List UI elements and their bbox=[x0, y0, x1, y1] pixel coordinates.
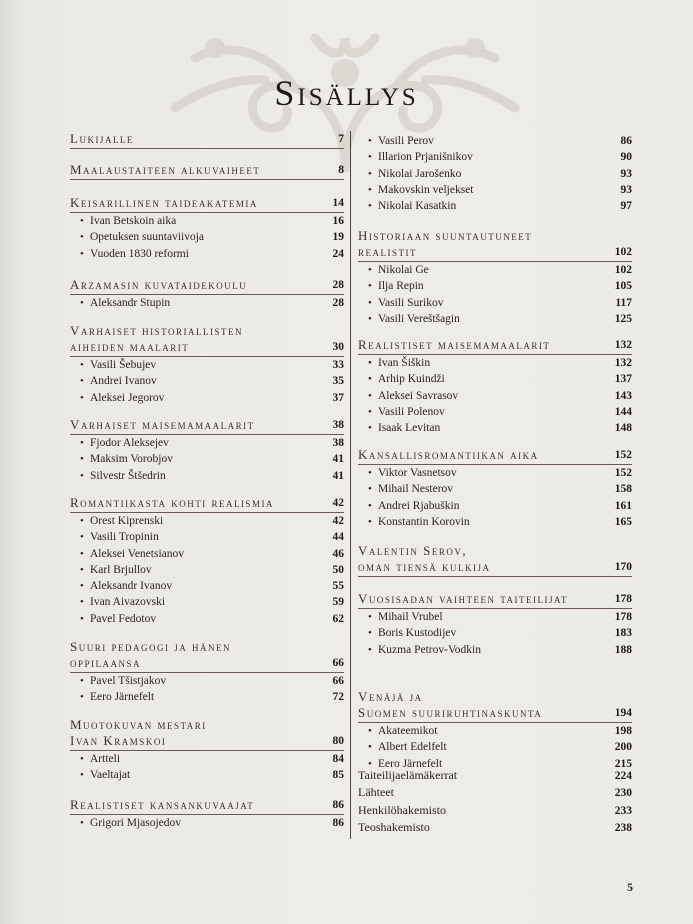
toc-entry-page: 24 bbox=[332, 247, 344, 260]
section-heading bbox=[70, 639, 344, 671]
toc-section bbox=[70, 639, 344, 706]
back-matter-page: 238 bbox=[614, 821, 632, 834]
toc-entry-label: • Aleksandr Stupin bbox=[90, 297, 171, 309]
toc-entry-label: • Karl Brjullov bbox=[90, 563, 152, 576]
section-heading bbox=[70, 323, 344, 355]
toc-entry bbox=[358, 481, 632, 497]
toc-entry-label: • Artteli bbox=[90, 753, 121, 765]
toc-entry-label: • Ilja Repin bbox=[378, 280, 424, 293]
toc-entry bbox=[70, 611, 344, 627]
toc-entry-page: 66 bbox=[332, 675, 344, 687]
section-heading-line: Varhaiset maisemamaalarit bbox=[70, 417, 255, 432]
toc-entry-page: 97 bbox=[620, 200, 632, 213]
section-page-number: 42 bbox=[332, 497, 344, 509]
section-heading-text bbox=[358, 591, 568, 607]
toc-entry-page: 86 bbox=[332, 817, 344, 829]
toc-entry-page: 144 bbox=[614, 405, 632, 418]
section-heading-text bbox=[70, 639, 231, 671]
toc-entry bbox=[70, 229, 344, 245]
toc-entry-label: • Boris Kustodijev bbox=[378, 627, 457, 640]
section-heading bbox=[358, 543, 632, 575]
section-heading-text bbox=[70, 131, 134, 147]
toc-entry-page: 158 bbox=[614, 483, 632, 496]
section-page-number: 66 bbox=[332, 657, 344, 669]
toc-entry-label: • Nikolai Jarošenko bbox=[378, 167, 462, 180]
section-heading bbox=[358, 689, 632, 721]
toc-entry bbox=[358, 404, 632, 420]
toc-entry-label: • Vasili Vereštšagin bbox=[378, 312, 460, 325]
section-page-number: 178 bbox=[614, 593, 632, 605]
toc-entry bbox=[358, 198, 632, 214]
toc-entry-label: • Mihail Vrubel bbox=[378, 611, 443, 623]
section-heading-line: oppilaansa bbox=[70, 655, 142, 670]
toc-section bbox=[70, 495, 344, 627]
section-rule bbox=[70, 179, 344, 180]
toc-entry-label: • Grigori Mjasojedov bbox=[90, 817, 182, 829]
toc-entry bbox=[358, 739, 632, 755]
section-page-number: 7 bbox=[338, 133, 344, 145]
toc-section bbox=[70, 131, 344, 149]
toc-section bbox=[70, 277, 344, 311]
section-page-number: 170 bbox=[614, 561, 632, 573]
toc-entry-page: 200 bbox=[614, 741, 632, 754]
toc-entry-label: • Vasili Polenov bbox=[378, 405, 445, 418]
section-page-number: 14 bbox=[332, 197, 344, 209]
section-heading-line: Valentin Serov, bbox=[358, 543, 468, 558]
toc-entry bbox=[358, 262, 632, 278]
toc-entry-label: • Aleksei Venetsianov bbox=[90, 547, 185, 560]
toc-entry-page: 19 bbox=[332, 231, 344, 244]
section-heading bbox=[70, 195, 344, 211]
back-matter-label: Lähteet bbox=[358, 785, 394, 800]
section-heading-line: Muotokuvan mestari bbox=[70, 717, 207, 732]
toc-entry-page: 41 bbox=[332, 453, 344, 466]
toc-section bbox=[70, 797, 344, 831]
section-heading bbox=[358, 228, 632, 260]
toc-entry bbox=[358, 723, 632, 739]
section-heading-line: Realistiset maisemamaalarit bbox=[358, 337, 551, 352]
toc-entry-label: • Aleksei Savrasov bbox=[378, 389, 459, 402]
back-matter-page: 233 bbox=[614, 804, 632, 817]
column-divider bbox=[350, 131, 351, 839]
toc-entry-page: 132 bbox=[614, 357, 632, 369]
section-rule bbox=[70, 148, 344, 149]
toc-entry-page: 72 bbox=[332, 691, 344, 704]
toc-entry-page: 59 bbox=[332, 596, 344, 609]
section-heading-line: Suuri pedagogi ja hänen bbox=[70, 639, 231, 654]
toc-entry-label: • Akateemikot bbox=[378, 725, 438, 737]
section-heading-line: Maalaustaiteen alkuvaiheet bbox=[70, 162, 261, 177]
toc-section bbox=[70, 717, 344, 784]
toc-entry bbox=[358, 420, 632, 436]
toc-entry bbox=[70, 562, 344, 578]
back-matter-entry bbox=[358, 784, 632, 801]
toc-entry-label: • Mihail Nesterov bbox=[378, 483, 454, 496]
toc-entry-page: 125 bbox=[614, 312, 632, 325]
section-page-number: 132 bbox=[614, 339, 632, 351]
section-heading-text bbox=[358, 228, 532, 260]
page-number: 5 bbox=[627, 880, 633, 894]
section-heading bbox=[70, 797, 344, 813]
toc-entry-page: 38 bbox=[332, 437, 344, 449]
back-matter-label: Henkilöhakemisto bbox=[358, 802, 446, 817]
toc-entry-page: 188 bbox=[614, 643, 632, 656]
toc-entry-label: • Nikolai Ge bbox=[378, 264, 429, 276]
section-heading-line: oman tiensä kulkija bbox=[358, 559, 491, 574]
toc-entry bbox=[358, 465, 632, 481]
back-matter-page: 224 bbox=[614, 770, 632, 782]
section-heading-line: Ivan Kramskoi bbox=[70, 733, 167, 748]
toc-entry bbox=[358, 149, 632, 165]
section-page-number: 30 bbox=[332, 341, 344, 353]
section-heading-text bbox=[358, 447, 539, 463]
toc-entry-page: 85 bbox=[332, 769, 344, 782]
toc-entry bbox=[358, 278, 632, 294]
section-heading-text bbox=[358, 689, 542, 721]
toc-entry-label: • Vuoden 1830 reformi bbox=[90, 247, 189, 260]
toc-entry-page: 152 bbox=[614, 467, 632, 479]
toc-section bbox=[358, 337, 632, 436]
section-heading bbox=[358, 337, 632, 353]
toc-entry-page: 42 bbox=[332, 515, 344, 527]
toc-section bbox=[358, 228, 632, 327]
toc-entry-label: • Aleksandr Ivanov bbox=[90, 580, 173, 593]
toc-entry bbox=[358, 371, 632, 387]
section-heading bbox=[358, 591, 632, 607]
toc-section bbox=[358, 543, 632, 577]
toc-entry-page: 62 bbox=[332, 612, 344, 625]
section-heading-text bbox=[70, 323, 243, 355]
toc-entry-label: • Viktor Vasnetsov bbox=[378, 467, 457, 479]
section-heading-line: Arzamasin kuvataidekoulu bbox=[70, 277, 248, 292]
toc-section bbox=[70, 323, 344, 406]
toc-entry-page: 137 bbox=[614, 373, 632, 386]
toc-entry bbox=[358, 133, 632, 149]
toc-entry-page: 93 bbox=[620, 167, 632, 180]
toc-section bbox=[70, 417, 344, 484]
section-rule bbox=[358, 576, 632, 577]
toc-entry-label: • Pavel Tšistjakov bbox=[90, 675, 167, 687]
toc-entry-page: 28 bbox=[332, 297, 344, 309]
toc-entry-label: • Orest Kiprenski bbox=[90, 515, 164, 527]
toc-section bbox=[70, 162, 344, 180]
back-matter-entry bbox=[358, 802, 632, 819]
section-heading-line: Realistiset kansankuvaajat bbox=[70, 797, 255, 812]
section-heading-text bbox=[70, 195, 258, 211]
toc-entry bbox=[70, 815, 344, 831]
toc-entry-page: 37 bbox=[332, 391, 344, 404]
toc-entry-page: 90 bbox=[620, 151, 632, 164]
section-heading-text bbox=[358, 543, 491, 575]
toc-entry-page: 183 bbox=[614, 627, 632, 640]
toc-entry bbox=[70, 546, 344, 562]
toc-entry-page: 16 bbox=[332, 215, 344, 227]
toc-section bbox=[358, 591, 632, 658]
section-page-number: 152 bbox=[614, 449, 632, 461]
toc-entry-label: • Ivan Aivazovski bbox=[90, 596, 166, 609]
toc-entry-page: 84 bbox=[332, 753, 344, 765]
section-page-number: 102 bbox=[614, 246, 632, 258]
toc-entry-label: • Vaeltajat bbox=[90, 769, 131, 782]
toc-entry-page: 215 bbox=[614, 757, 632, 770]
section-heading bbox=[70, 417, 344, 433]
toc-entry bbox=[70, 689, 344, 705]
toc-entry-page: 93 bbox=[620, 183, 632, 196]
toc-entry-label: • Nikolai Kasatkin bbox=[378, 200, 457, 213]
toc-entry-label: • Ivan Betskoin aika bbox=[90, 215, 177, 227]
section-heading-line: Vuosisadan vaihteen taiteilijat bbox=[358, 591, 568, 606]
section-page-number: 28 bbox=[332, 279, 344, 291]
toc-entry-label: • Aleksei Jegorov bbox=[90, 391, 165, 404]
section-heading-text bbox=[358, 337, 550, 353]
toc-entry-label: • Ivan Šiškin bbox=[378, 357, 431, 369]
toc-entry-page: 86 bbox=[620, 135, 632, 147]
toc-entry-label: • Arhip Kuindži bbox=[378, 373, 445, 386]
toc-entry bbox=[358, 642, 632, 658]
section-heading-text bbox=[70, 417, 255, 433]
toc-entry-page: 35 bbox=[332, 375, 344, 388]
section-heading-text bbox=[70, 797, 254, 813]
toc-entry bbox=[70, 673, 344, 689]
section-heading-line: Venäjä ja bbox=[358, 689, 423, 704]
toc-entry-page: 46 bbox=[332, 547, 344, 560]
toc-entry-label: • Fjodor Aleksejev bbox=[90, 437, 169, 449]
section-page-number: 86 bbox=[332, 799, 344, 811]
toc-entry-label: • Silvestr Štšedrin bbox=[90, 469, 166, 482]
back-matter-label: Teoshakemisto bbox=[358, 819, 430, 834]
toc-entry bbox=[70, 246, 344, 262]
section-heading-line: Kansallisromantiikan aika bbox=[358, 447, 539, 462]
section-heading-line: Historiaan suuntautuneet bbox=[358, 228, 533, 243]
toc-entry-page: 198 bbox=[614, 725, 632, 737]
section-heading-line: realistit bbox=[358, 244, 417, 259]
toc-entry-label: • Vasili Tropinin bbox=[90, 531, 159, 544]
section-page-number: 80 bbox=[332, 735, 344, 747]
toc-entry bbox=[70, 213, 344, 229]
section-heading bbox=[70, 717, 344, 749]
section-heading-text bbox=[70, 277, 247, 293]
section-heading bbox=[70, 131, 344, 147]
toc-entry bbox=[358, 514, 632, 530]
section-heading-line: Romantiikasta kohti realismia bbox=[70, 495, 274, 510]
toc-entry bbox=[358, 166, 632, 182]
toc-entry bbox=[358, 295, 632, 311]
toc-entry bbox=[70, 373, 344, 389]
section-heading bbox=[70, 277, 344, 293]
toc-entry-page: 41 bbox=[332, 469, 344, 482]
back-matter-label: Taiteilijaelämäkerrat bbox=[358, 768, 458, 782]
toc-entry-page: 148 bbox=[614, 422, 632, 435]
toc-entry-page: 50 bbox=[332, 563, 344, 576]
toc-entry-label: • Isaak Levitan bbox=[378, 422, 441, 435]
toc-entry bbox=[358, 498, 632, 514]
section-page-number: 194 bbox=[614, 707, 632, 719]
section-heading-line: Lukijalle bbox=[70, 131, 134, 146]
toc-entry bbox=[358, 625, 632, 641]
toc-entry bbox=[70, 529, 344, 545]
toc-entry-label: • Andrei Rjabuškin bbox=[378, 499, 460, 512]
toc-entry bbox=[70, 594, 344, 610]
section-heading-text bbox=[70, 717, 207, 749]
toc-entry-label: • Vasili Perov bbox=[378, 135, 434, 147]
toc-section bbox=[70, 195, 344, 262]
toc-entry-label: • Illarion Prjanišnikov bbox=[378, 151, 473, 164]
section-page-number: 38 bbox=[332, 419, 344, 431]
toc-entry-page: 161 bbox=[614, 499, 632, 512]
toc-entry bbox=[70, 295, 344, 311]
toc-entry bbox=[358, 355, 632, 371]
section-heading-text bbox=[70, 495, 274, 511]
toc-entry bbox=[70, 767, 344, 783]
section-heading-line: Suomen suuriruhtinaskunta bbox=[358, 705, 543, 720]
toc-section bbox=[358, 689, 632, 772]
toc-entry-page: 55 bbox=[332, 580, 344, 593]
toc-entry-label: • Makovskin veljekset bbox=[378, 183, 474, 196]
toc-entry-label: • Kuzma Petrov-Vodkin bbox=[378, 643, 481, 656]
toc-entry-page: 102 bbox=[614, 264, 632, 276]
toc-section bbox=[358, 447, 632, 530]
section-heading-line: Varhaiset historiallisten bbox=[70, 323, 243, 338]
section-page-number: 8 bbox=[338, 164, 344, 176]
toc-entry bbox=[358, 182, 632, 198]
toc-entry-label: • Eero Järnefelt bbox=[90, 691, 155, 704]
toc-entry-label: • Vasili Šebujev bbox=[90, 359, 157, 371]
toc-entry bbox=[70, 357, 344, 373]
toc-entry bbox=[70, 390, 344, 406]
toc-entry-label: • Vasili Surikov bbox=[378, 296, 444, 309]
toc-entry-page: 44 bbox=[332, 531, 344, 544]
toc-entry-page: 143 bbox=[614, 389, 632, 402]
toc-entry-label: • Konstantin Korovin bbox=[378, 515, 470, 528]
toc-entry-label: • Eero Järnefelt bbox=[378, 757, 443, 770]
toc-entry bbox=[358, 609, 632, 625]
back-matter bbox=[358, 767, 632, 836]
toc-section bbox=[358, 133, 632, 214]
toc-entry-page: 178 bbox=[614, 611, 632, 623]
section-heading-line: aiheiden maalarit bbox=[70, 339, 190, 354]
back-matter-entry bbox=[358, 767, 632, 784]
section-heading bbox=[358, 447, 632, 463]
toc-entry bbox=[70, 468, 344, 484]
toc-entry-page: 117 bbox=[615, 296, 632, 309]
toc-entry bbox=[70, 578, 344, 594]
toc-entry bbox=[70, 513, 344, 529]
toc-entry bbox=[358, 388, 632, 404]
toc-entry bbox=[358, 311, 632, 327]
toc-entry bbox=[70, 451, 344, 467]
section-heading bbox=[70, 162, 344, 178]
toc-entry bbox=[70, 435, 344, 451]
section-heading-text bbox=[70, 162, 260, 178]
page-title: Sisällys bbox=[274, 73, 419, 113]
toc-entry-label: • Pavel Fedotov bbox=[90, 612, 157, 625]
toc-entry-page: 165 bbox=[614, 515, 632, 528]
section-heading bbox=[70, 495, 344, 511]
toc-entry bbox=[70, 751, 344, 767]
back-matter-page: 230 bbox=[614, 787, 632, 800]
toc-entry-label: • Maksim Vorobjov bbox=[90, 453, 173, 466]
back-matter-entry bbox=[358, 819, 632, 836]
toc-entry-label: • Albert Edelfelt bbox=[378, 741, 447, 754]
toc-entry-label: • Andrei Ivanov bbox=[90, 375, 157, 388]
toc-entry-label: • Opetuksen suuntaviivoja bbox=[90, 231, 205, 244]
toc-entry-page: 105 bbox=[614, 280, 632, 293]
section-heading-line: Keisarillinen taideakatemia bbox=[70, 195, 258, 210]
toc-entry-page: 33 bbox=[332, 359, 344, 371]
